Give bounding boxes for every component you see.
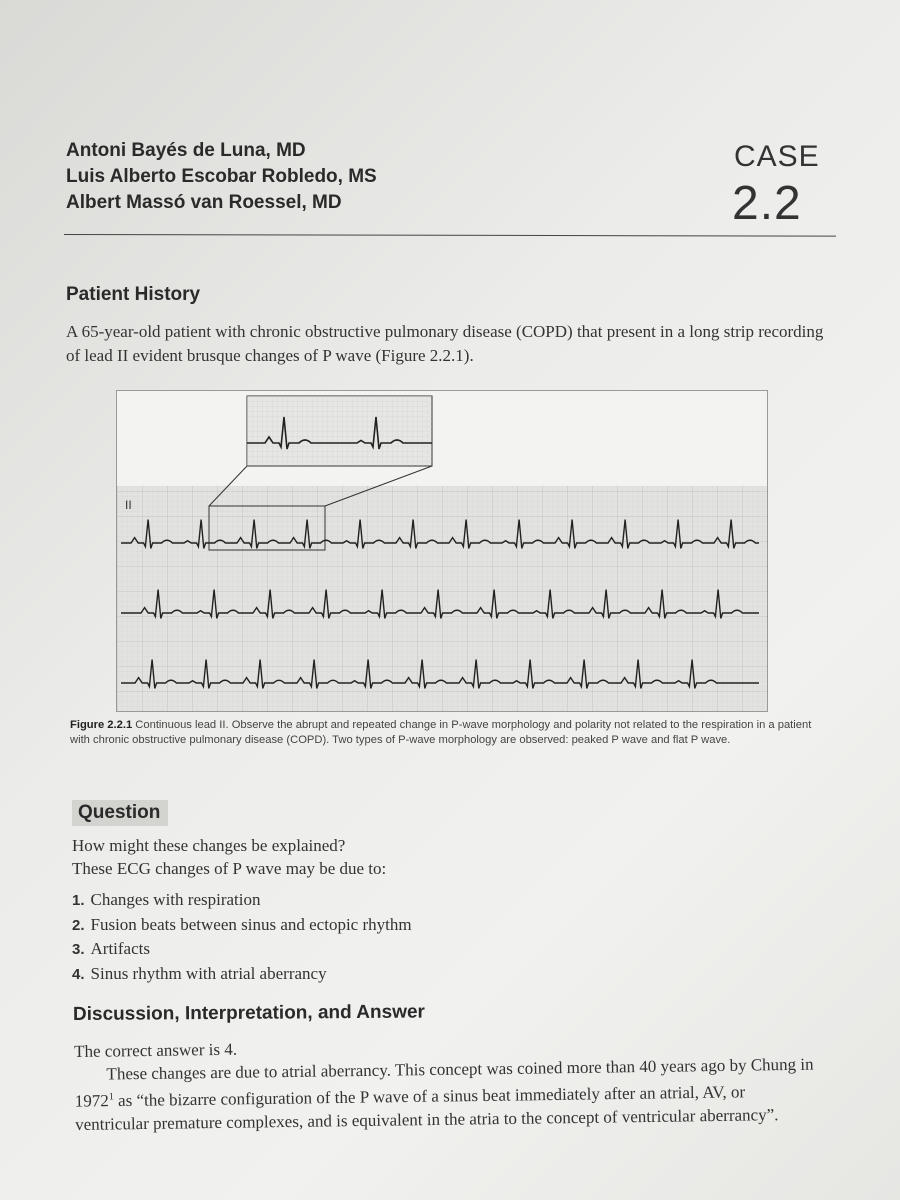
figure-caption-label: Figure 2.2.1 <box>70 719 133 731</box>
answer-option <box>72 962 412 987</box>
ecg-figure <box>116 390 768 712</box>
discussion-text <box>74 1030 815 1136</box>
question-heading: Question <box>72 800 168 826</box>
header-rule <box>64 234 836 237</box>
reference-superscript: 1 <box>108 1091 114 1103</box>
author-2: Luis Alberto Escobar Robledo, MS <box>66 166 377 187</box>
discussion-answer: The correct answer is 4. <box>74 1039 238 1061</box>
option-text: Sinus rhythm with atrial aberrancy <box>90 963 327 983</box>
answer-option <box>72 913 412 938</box>
author-list <box>66 138 377 216</box>
discussion-para-end: as “the bizarre configuration of the P wave of a sinus beat immediately after an atrial, AV, or ventricular premature complexes, and is equivalent in the atria to the concept of ventricular aberrancy”. <box>75 1082 779 1134</box>
option-number: 3. <box>72 941 85 958</box>
discussion-para-start: These changes are due to atrial aberrancy. This concept was coined more than 40 years ago by Chung in 1972 <box>74 1054 814 1111</box>
author-3: Albert Massó van Roessel, MD <box>66 192 342 213</box>
question-line-1: How might these changes be explained? <box>72 836 346 855</box>
option-text: Changes with respiration <box>90 890 261 909</box>
discussion-heading: Discussion, Interpretation, and Answer <box>72 1001 425 1025</box>
option-text: Fusion beats between sinus and ectopic rhythm <box>90 914 412 934</box>
discussion-paragraph <box>74 1053 815 1136</box>
question-line-2: These ECG changes of P wave may be due to: <box>72 859 387 878</box>
option-number: 1. <box>72 892 85 909</box>
option-number: 4. <box>72 965 85 983</box>
patient-history-heading: Patient History <box>66 284 201 305</box>
patient-history-text: A 65-year-old patient with chronic obstructive pulmonary disease (COPD) that present in a long strip recording of lead II evident brusque changes of P wave (Figure 2.2.1). <box>66 322 824 365</box>
author-1: Antoni Bayés de Luna, MD <box>66 140 306 161</box>
option-text: Artifacts <box>90 939 150 958</box>
case-number: 2.2 <box>732 177 802 230</box>
figure-caption <box>70 718 830 748</box>
answer-options <box>72 888 412 986</box>
case-label: CASE <box>734 140 820 173</box>
lead-label: II <box>125 498 132 512</box>
figure-caption-text: Continuous lead II. Observe the abrupt and repeated change in P-wave morphology and polarity not related to the respiration in a patient with chronic obstructive pulmonary disease (COPD). Two types of P-wave morphology are observed: peaked P wave and flat P wave. <box>70 719 812 746</box>
answer-option <box>72 937 412 962</box>
option-number: 2. <box>72 916 85 934</box>
answer-option <box>72 888 412 913</box>
ecg-strip <box>117 391 767 711</box>
question-text <box>72 834 386 880</box>
zoom-inset-grid <box>247 396 432 466</box>
